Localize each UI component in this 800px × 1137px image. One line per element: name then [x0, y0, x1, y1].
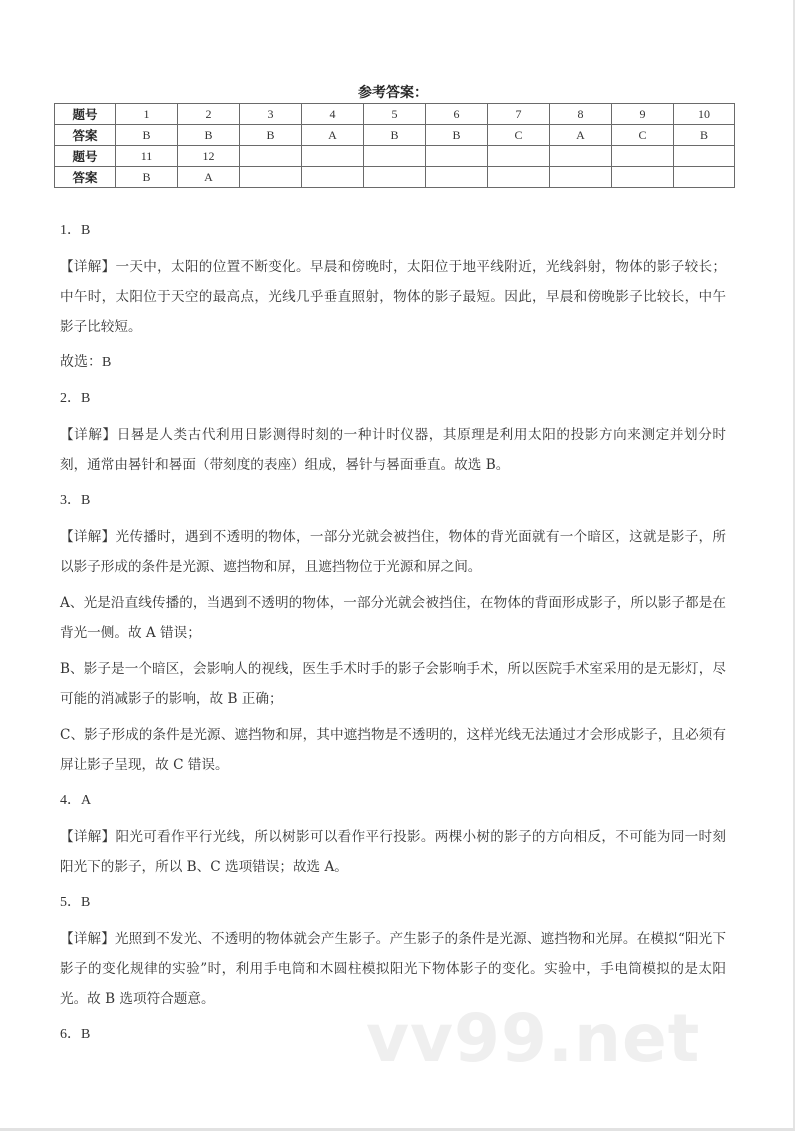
table-cell: A [302, 125, 364, 146]
table-cell [240, 146, 302, 167]
row-label: 答案 [55, 125, 116, 146]
table-cell [612, 146, 674, 167]
answer-table-row-question-numbers-1 [55, 104, 735, 125]
table-cell [302, 167, 364, 188]
table-cell: C [612, 125, 674, 146]
table-cell: 2 [178, 104, 240, 125]
table-cell: B [674, 125, 735, 146]
answer-key-title: 参考答案： [358, 85, 428, 101]
table-cell [364, 146, 426, 167]
question-2-explanation: 【详解】日晷是人类古代利用日影测得时刻的一种计时仪器，其原理是利用太阳的投影方向来测定并划分时刻，通常由晷针和晷面（带刻度的表座）组成，晷针与晷面垂直。故选 B。 [60, 427, 726, 473]
table-cell: B [364, 125, 426, 146]
table-cell [426, 167, 488, 188]
table-cell: B [178, 125, 240, 146]
question-5-heading: 5．B [60, 895, 91, 910]
table-cell: 5 [364, 104, 426, 125]
table-cell: B [426, 125, 488, 146]
table-cell: 6 [426, 104, 488, 125]
answer-table-row-question-numbers-2 [55, 146, 735, 167]
table-cell [302, 146, 364, 167]
row-label: 题号 [55, 146, 116, 167]
watermark: vv99.net [366, 1000, 701, 1077]
answer-table-row-answers-2 [55, 167, 735, 188]
answer-table [54, 103, 735, 188]
question-1-heading: 1．B [60, 223, 91, 238]
table-cell [674, 167, 735, 188]
explanations-section [60, 216, 726, 1056]
table-cell: B [240, 125, 302, 146]
question-6-heading: 6．B [60, 1027, 91, 1042]
table-cell: 11 [116, 146, 178, 167]
table-cell: 12 [178, 146, 240, 167]
table-cell: 4 [302, 104, 364, 125]
question-3-heading: 3．B [60, 493, 91, 508]
table-cell [674, 146, 735, 167]
table-cell: 10 [674, 104, 735, 125]
question-3-option-b: B、影子是一个暗区，会影响人的视线，医生手术时手的影子会影响手术，所以医院手术室采用的是无影灯，尽可能的消减影子的影响，故 B 正确； [60, 661, 726, 707]
row-label: 题号 [55, 104, 116, 125]
question-3-explanation: 【详解】光传播时，遇到不透明的物体，一部分光就会被挡住，物体的背光面就有一个暗区，这就是影子，所以影子形成的条件是光源、遮挡物和屏，且遮挡物位于光源和屏之间。 [60, 529, 726, 575]
question-2-heading: 2．B [60, 391, 91, 406]
table-cell: 3 [240, 104, 302, 125]
row-label: 答案 [55, 167, 116, 188]
question-3-option-c: C、影子形成的条件是光源、遮挡物和屏，其中遮挡物是不透明的，这样光线无法通过才会形成影子，且必须有屏让影子呈现，故 C 错误。 [60, 727, 726, 773]
question-4-heading: 4．A [60, 793, 92, 808]
table-cell: A [178, 167, 240, 188]
table-cell: 9 [612, 104, 674, 125]
answer-table-row-answers-1 [55, 125, 735, 146]
table-cell [550, 146, 612, 167]
question-4-explanation: 【详解】阳光可看作平行光线，所以树影可以看作平行投影。两棵小树的影子的方向相反，不可能为同一时刻阳光下的影子，所以 B、C 选项错误；故选 A。 [60, 829, 726, 875]
table-cell [240, 167, 302, 188]
table-cell: 1 [116, 104, 178, 125]
table-cell [426, 146, 488, 167]
question-5-explanation: 【详解】光照到不发光、不透明的物体就会产生影子。产生影子的条件是光源、遮挡物和光屏。在模拟“阳光下影子的变化规律的实验”时，利用手电筒和木圆柱模拟阳光下物体影子的变化。实验中，手电筒模拟的是太阳光。故 B 选项符合题意。 [60, 931, 726, 1007]
question-1-conclusion: 故选：B [60, 355, 112, 370]
table-cell [488, 167, 550, 188]
question-3-option-a: A、光是沿直线传播的，当遇到不透明的物体，一部分光就会被挡住，在物体的背面形成影子，所以影子都是在背光一侧。故 A 错误； [60, 595, 726, 641]
table-cell [550, 167, 612, 188]
question-1-explanation: 【详解】一天中，太阳的位置不断变化。早晨和傍晚时，太阳位于地平线附近，光线斜射，物体的影子较长；中午时，太阳位于天空的最高点，光线几乎垂直照射，物体的影子最短。因此，早晨和傍晚影子比较长，中午影子比较短。 [60, 259, 726, 335]
table-cell: C [488, 125, 550, 146]
table-cell: 8 [550, 104, 612, 125]
table-cell [612, 167, 674, 188]
table-cell: B [116, 167, 178, 188]
table-cell: 7 [488, 104, 550, 125]
table-cell [488, 146, 550, 167]
table-cell: B [116, 125, 178, 146]
table-cell [364, 167, 426, 188]
table-cell: A [550, 125, 612, 146]
